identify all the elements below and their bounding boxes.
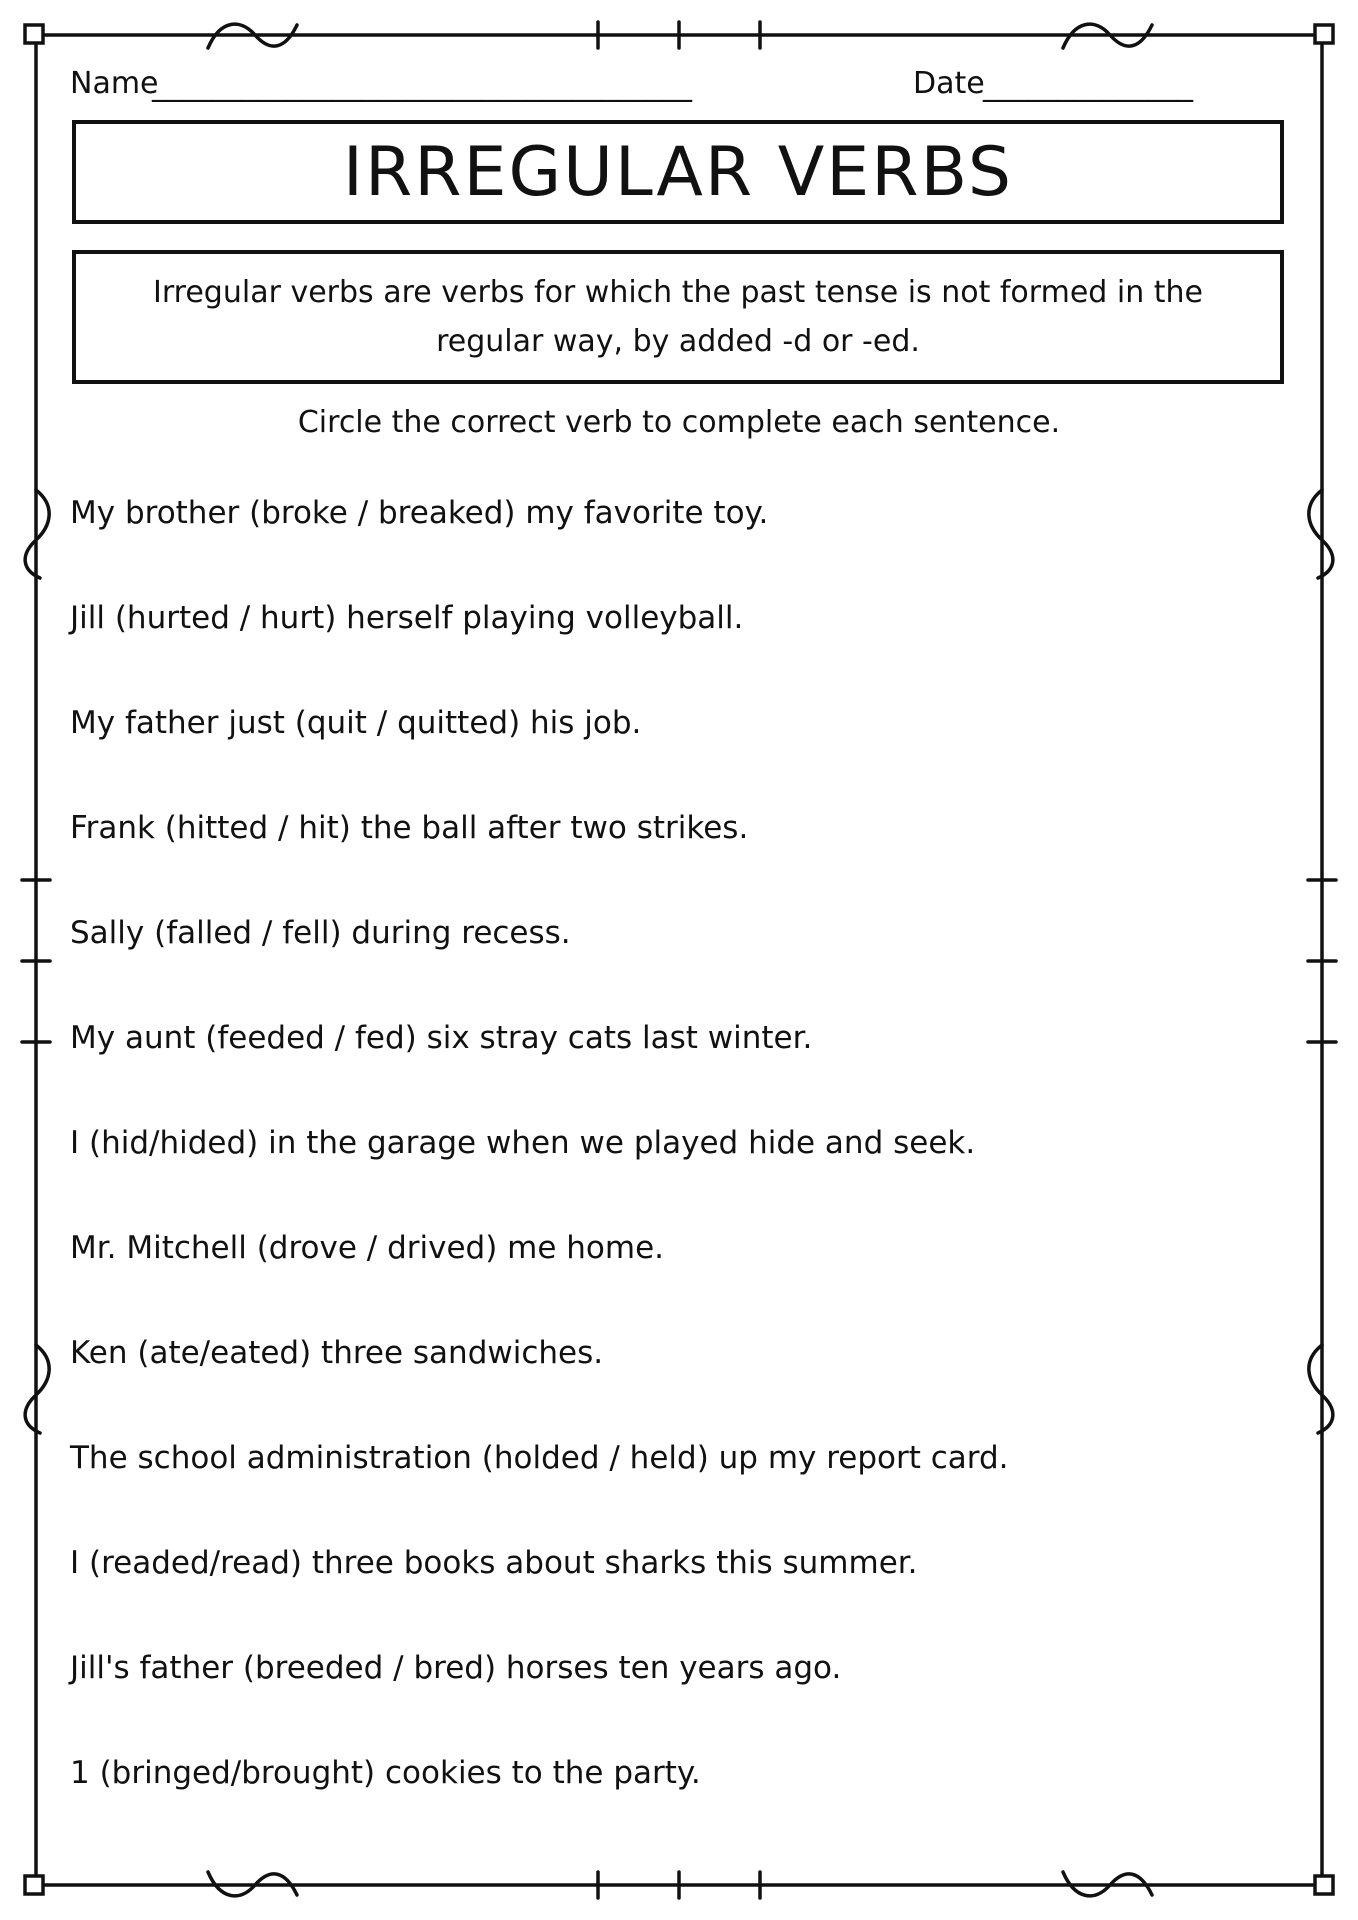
sentence-item[interactable]: The school administration (holded / held) up my report card. [70, 1440, 1009, 1476]
title-box [72, 120, 1284, 224]
page-title: IRREGULAR VERBS [342, 132, 1014, 212]
sentence-item[interactable]: Frank (hitted / hit) the ball after two strikes. [70, 810, 749, 846]
name-label: Name [70, 66, 159, 101]
definition-text: Irregular verbs are verbs for which the past tense is not formed in the regular way, by added -d or -ed. [153, 275, 1203, 359]
sentence-list [70, 486, 1009, 1851]
sentence-item[interactable]: My father just (quit / quitted) his job. [70, 705, 642, 741]
sentence-item[interactable]: Mr. Mitchell (drove / drived) me home. [70, 1230, 665, 1266]
definition-box [72, 250, 1284, 384]
sentence-item[interactable]: I (readed/read) three books about sharks this summer. [70, 1545, 918, 1581]
sentence-item[interactable]: Ken (ate/eated) three sandwiches. [70, 1335, 604, 1371]
sentence-item[interactable]: Jill's father (breeded / bred) horses ten years ago. [70, 1650, 842, 1686]
instruction-text: Circle the correct verb to complete each sentence. [297, 405, 1061, 440]
date-label: Date [913, 66, 985, 101]
sentence-item[interactable]: My aunt (feeded / fed) six stray cats last winter. [70, 1020, 813, 1056]
sentence-item[interactable]: Jill (hurted / hurt) herself playing volleyball. [70, 600, 744, 636]
sentence-item[interactable]: I (hid/hided) in the garage when we played hide and seek. [70, 1125, 976, 1161]
sentence-item[interactable]: 1 (bringed/brought) cookies to the party. [70, 1755, 701, 1791]
name-date-row [70, 60, 1290, 104]
date-field[interactable]: ______________ [983, 68, 1193, 103]
sentence-item[interactable]: Sally (falled / fell) during recess. [70, 915, 571, 951]
name-field[interactable]: ____________________________________ [152, 68, 692, 103]
sentence-item[interactable]: My brother (broke / breaked) my favorite toy. [70, 495, 769, 531]
